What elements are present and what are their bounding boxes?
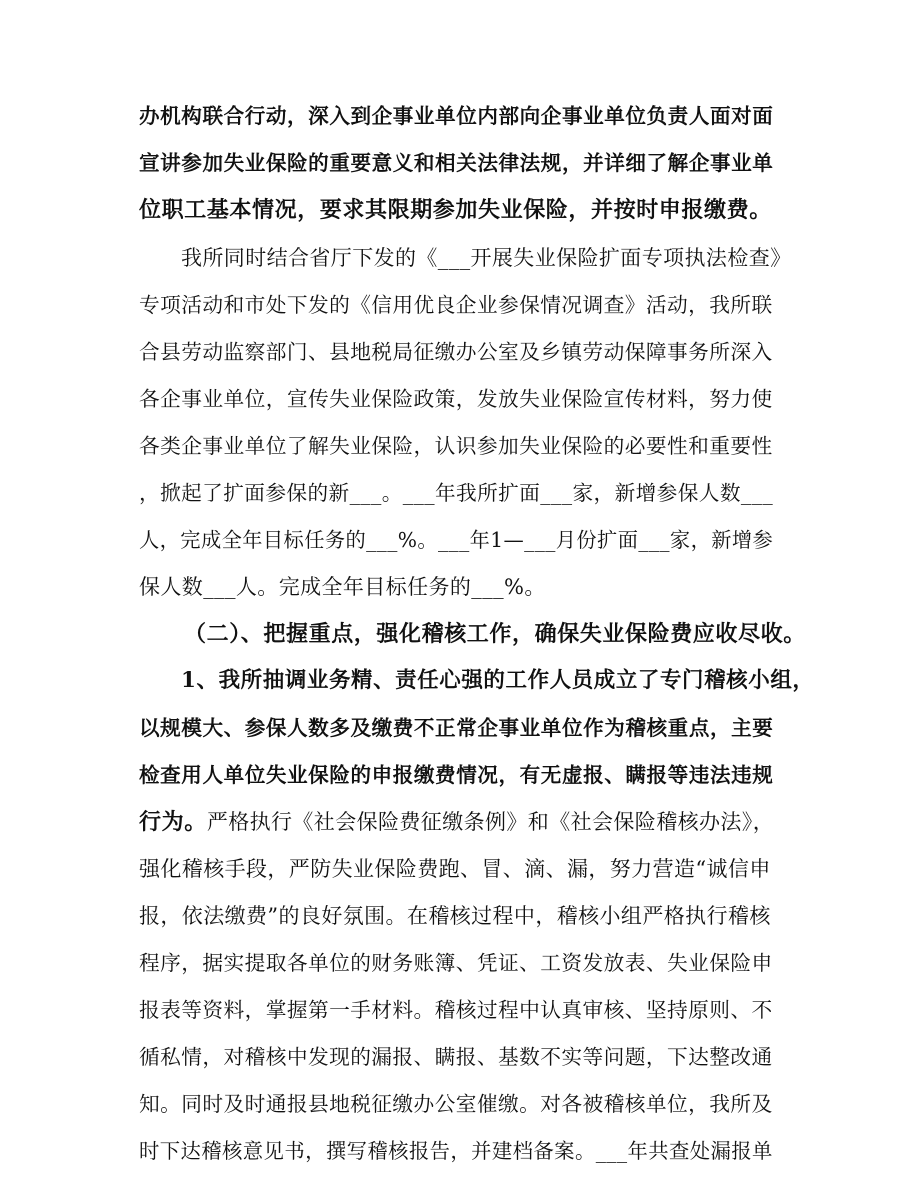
paragraph-line-7: 各企事业单位，宣传失业保险政策，发放失业保险宣传材料，努力使 — [139, 387, 773, 411]
paragraph-line-6: 合县劳动监察部门、县地税局征缴办公室及乡镇劳动保障事务所深入 — [139, 340, 773, 364]
section-heading: （二）、把握重点，强化稽核工作，确保失业保险费应收尽收。 — [184, 621, 806, 647]
paragraph-line-2: 宣讲参加失业保险的重要意义和相关法律法规，并详细了解企事业单 — [139, 151, 774, 175]
regular-fragment: 严格执行《社会保险费征缴条例》和《社会保险稽核办法》， — [206, 810, 775, 834]
paragraph-line-11: 保人数___人。完成全年目标任务的___%。 — [139, 575, 546, 599]
paragraph-line-4: 我所同时结合省厅下发的《___开展失业保险扩面专项执法检查》 — [181, 246, 792, 270]
paragraph-line-1: 办机构联合行动，深入到企事业单位内部向企事业单位负责人面对面 — [139, 104, 774, 128]
paragraph-line-22: 知。同时及时通报县地税征缴办公室催缴。对各被稽核单位，我所及 — [139, 1092, 773, 1116]
paragraph-line-20: 报表等资料，掌握第一手材料。稽核过程中认真审核、坚持原则、不 — [139, 998, 773, 1022]
paragraph-line-5: 专项活动和市处下发的《信用优良企业参保情况调查》活动，我所联 — [139, 293, 773, 317]
paragraph-line-15: 检查用人单位失业保险的申报缴费情况，有无虚报、瞒报等违法违规 — [139, 763, 774, 787]
paragraph-line-10: 人，完成全年目标任务的___%。___年1—___月份扩面___家，新增参 — [139, 528, 774, 552]
paragraph-line-3: 位职工基本情况，要求其限期参加失业保险，并按时申报缴费。 — [139, 197, 772, 223]
paragraph-line-13: 1、我所抽调业务精、责任心强的工作人员成立了专门稽核小组， — [181, 668, 815, 693]
paragraph-line-16 — [139, 807, 779, 837]
paragraph-line-8: 各类企事业单位了解失业保险，认识参加失业保险的必要性和重要性 — [139, 434, 773, 458]
paragraph-line-18: 报，依法缴费”的良好氛围。在稽核过程中，稽核小组严格执行稽核 — [139, 904, 771, 928]
paragraph-line-19: 程序，据实提取各单位的财务账簿、凭证、工资发放表、失业保险申 — [139, 951, 773, 975]
paragraph-line-9: ，掀起了扩面参保的新___。___年我所扩面___家，新增参保人数___ — [139, 481, 774, 505]
paragraph-line-17: 强化稽核手段，严防失业保险费跑、冒、滴、漏，努力营造“诚信申 — [139, 857, 771, 881]
bold-fragment: 行为。 — [139, 809, 207, 835]
paragraph-line-14: 以规模大、参保人数多及缴费不正常企事业单位作为稽核重点，主要 — [139, 716, 774, 740]
paragraph-line-21: 循私情，对稽核中发现的漏报、瞒报、基数不实等问题，下达整改通 — [139, 1045, 773, 1069]
paragraph-line-23: 时下达稽核意见书，撰写稽核报告，并建档备案。___年共查处漏报单 — [139, 1139, 773, 1163]
